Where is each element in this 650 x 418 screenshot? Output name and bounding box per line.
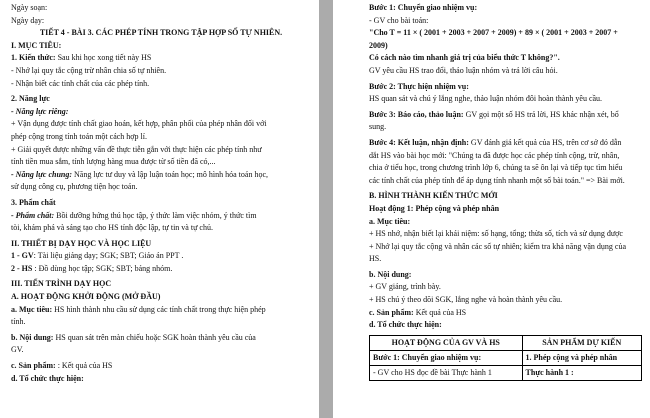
step2-label: Bước 2: Thực hiện nhiệm vụ:: [369, 81, 469, 91]
product-label: c. Sản phẩm:: [369, 307, 414, 317]
knowledge-label: 1. Kiến thức:: [11, 53, 56, 63]
lesson-title: TIẾT 4 - BÀI 3. CÁC PHÉP TÍNH TRONG TẬP HỢP SỐ TỰ NHIÊN.: [39, 28, 283, 38]
general-competence-line: [11, 169, 311, 182]
quality-heading: 3. Phẩm chất: [11, 197, 56, 207]
general-competence-text: Năng lực tư duy và lập luận toán học; mô hình hóa toán học,: [72, 169, 268, 179]
activity-a-content-label: b. Nội dung:: [11, 332, 54, 342]
activity-a-goal-label: a. Mục tiêu:: [11, 304, 53, 314]
document-page-left: [0, 0, 319, 418]
equipment-hs-label: 2 - HS: [11, 263, 33, 273]
question-line: Có cách nào tìm nhanh giá trị của biểu thức T không?".: [369, 53, 560, 63]
table-header-activity: HOẠT ĐỘNG CỦA GV VÀ HS: [370, 335, 523, 350]
section-b-heading: B. HÌNH THÀNH KIẾN THỨC MỚI: [369, 191, 498, 201]
step4-text: GV đánh giá kết quả của HS, trên cơ sở đó dẫn: [468, 137, 622, 147]
table-cell: Bước 1: Chuyển giao nhiệm vụ:: [370, 350, 523, 365]
step3-line: [369, 109, 642, 122]
quality-text: Bồi dưỡng hứng thú học tập, ý thức làm việc nhóm, ý thức tìm: [54, 210, 257, 220]
goal-bullet-1: + HS nhớ, nhận biết lại khái niệm: số hạng, tổng; thừa số, tích và sử dụng được: [369, 229, 623, 239]
activity-a-organize-label: d. Tổ chức thực hiện:: [11, 373, 84, 383]
document-page-right: [333, 0, 650, 418]
step4-line-3: chia ở tiểu học, trong chương trình lớp 6, chúng ta sẽ ôn lại và tiếp tục tìm hiểu: [369, 163, 623, 173]
table-cell: 1. Phép cộng và phép nhân: [522, 350, 641, 365]
formula-line-1: "Cho T = 11 × ( 2001 + 2003 + 2007 + 2009) + 89 × ( 2001 + 2003 + 2007 +: [369, 28, 618, 38]
activity-a-content-text: HS quan sát trên màn chiếu hoặc SGK hoàn thành yêu cầu của: [53, 332, 256, 342]
date-prepared: Ngày soạn:: [11, 3, 48, 12]
product-line: [369, 307, 642, 320]
knowledge-bullet-2: - Nhận biết các tính chất của các phép tính.: [11, 78, 150, 88]
activity-a-goal-line-2: tính.: [11, 317, 26, 327]
equipment-gv-text: : Tài liệu giảng dạy; SGK; SBT; Giáo án PPT .: [33, 251, 184, 261]
general-competence-label: - Năng lực chung:: [11, 169, 73, 179]
activity-a-product-label: c. Sản phẩm:: [11, 361, 56, 371]
section-process-heading: III. TIẾN TRÌNH DẠY HỌC: [11, 279, 112, 289]
equipment-hs-line: [11, 263, 311, 276]
activity-a-product-line: [11, 360, 311, 373]
table-row: [370, 365, 642, 380]
knowledge-text: Sau khi học xong tiết này HS: [55, 53, 152, 63]
step4-line-2: dắt HS vào bài học mới: "Chúng ta đã được học các phép tính cộng, trừ, nhân,: [369, 150, 620, 160]
section-equipment-heading: II. THIẾT BỊ DẠY HỌC VÀ HỌC LIỆU: [11, 238, 152, 248]
step4-line-4: các tính chất của phép tính để áp dụng tính nhanh một số bài toán." => Bài mới.: [369, 175, 625, 185]
step3-label: Bước 3: Báo cáo, thảo luận:: [369, 109, 464, 119]
activity-a-content-line-2: GV.: [11, 345, 24, 355]
activity-1-heading: Hoạt động 1: Phép cộng và phép nhân: [369, 203, 500, 213]
quality-line: [11, 210, 311, 223]
activity-a-content-line: [11, 332, 311, 345]
table-cell: - GV cho HS đọc đề bài Thực hành 1: [370, 365, 523, 380]
step3-text: GV gọi một số HS trả lời, HS khác nhận xét, bổ: [463, 109, 619, 119]
step1-label: Bước 1: Chuyển giao nhiệm vụ:: [369, 3, 478, 12]
goal-label: a. Mục tiêu:: [369, 216, 411, 226]
equipment-gv-line: [11, 250, 311, 263]
quality-label: - Phẩm chất:: [11, 210, 55, 220]
knowledge-line: [11, 52, 311, 65]
competence-bullet-1a: + Vận dụng được tính chất giao hoán, kết hợp, phân phối của phép nhân đối với: [11, 119, 267, 129]
date-taught: Ngày dạy:: [11, 15, 45, 25]
competence-bullet-2b: tính tiền mua sắm, tính lượng hàng mua được từ số tiền đã có,...: [11, 157, 216, 167]
knowledge-bullet-1: - Nhớ lại quy tắc cộng trừ nhân chia số tự nhiên.: [11, 65, 167, 75]
content-bullet-1: + GV giảng, trình bày.: [369, 282, 441, 292]
step1-line: - GV cho bài toán:: [369, 15, 429, 25]
activity-a-product-text: : Kết quả của HS: [55, 361, 113, 371]
competence-heading: 2. Năng lực: [11, 94, 50, 104]
specific-competence-label: - Năng lực riêng:: [11, 106, 69, 116]
content-bullet-2: + HS chú ý theo dõi SGK, lắng nghe và hoàn thành yêu cầu.: [369, 295, 563, 305]
activity-table: [369, 335, 642, 381]
activity-a-goal-line: [11, 304, 311, 317]
step4-label: Bước 4: Kết luận, nhận định:: [369, 137, 469, 147]
activity-a-heading: A. HOẠT ĐỘNG KHỞI ĐỘNG (MỞ ĐẦU): [11, 292, 161, 302]
competence-bullet-2a: + Giải quyết được những vấn đề thực tiễn gắn với thực hiện các phép tính như: [11, 144, 262, 154]
content-label: b. Nội dung:: [369, 269, 412, 279]
goal-bullet-2: + Nhớ lại quy tắc cộng và nhân các số tự nhiên; kiểm tra khả năng vận dụng của: [369, 241, 626, 251]
table-row: [370, 350, 642, 365]
quality-line-2: tòi, khám phá và sáng tạo cho HS tính độc lập, tự tin và tự chủ.: [11, 223, 213, 233]
organize-label: d. Tổ chức thực hiện:: [369, 320, 442, 330]
formula-line-2: 2009): [369, 40, 388, 50]
table-cell: Thực hành 1 :: [522, 365, 641, 380]
section-objectives-heading: I. MỤC TIÊU:: [11, 40, 62, 50]
step4-line: [369, 137, 642, 150]
table-header-row: [370, 335, 642, 350]
general-competence-line-2: sử dụng công cụ, phương tiện học toán.: [11, 182, 138, 192]
goal-bullet-2b: HS.: [369, 254, 382, 264]
equipment-hs-text: : Đồ dùng học tập; SGK; SBT; bảng nhóm.: [32, 263, 173, 273]
step3-line-2: sung.: [369, 122, 387, 132]
competence-bullet-1b: phép cộng trong tính toán một cách hợp lí.: [11, 131, 147, 141]
equipment-gv-label: 1 - GV: [11, 251, 34, 261]
table-header-product: SẢN PHẨM DỰ KIẾN: [522, 335, 641, 350]
activity-a-goal-text: HS hình thành nhu cầu sử dụng các tính chất trong thực hiện phép: [52, 304, 266, 314]
product-text: Kết quả của HS: [413, 307, 467, 317]
gv-request-line: GV yêu cầu HS trao đổi, thảo luận nhóm và trả lời câu hỏi.: [369, 65, 558, 75]
step2-text: HS quan sát và chú ý lắng nghe, thảo luận nhóm đôi hoàn thành yêu cầu.: [369, 94, 603, 104]
